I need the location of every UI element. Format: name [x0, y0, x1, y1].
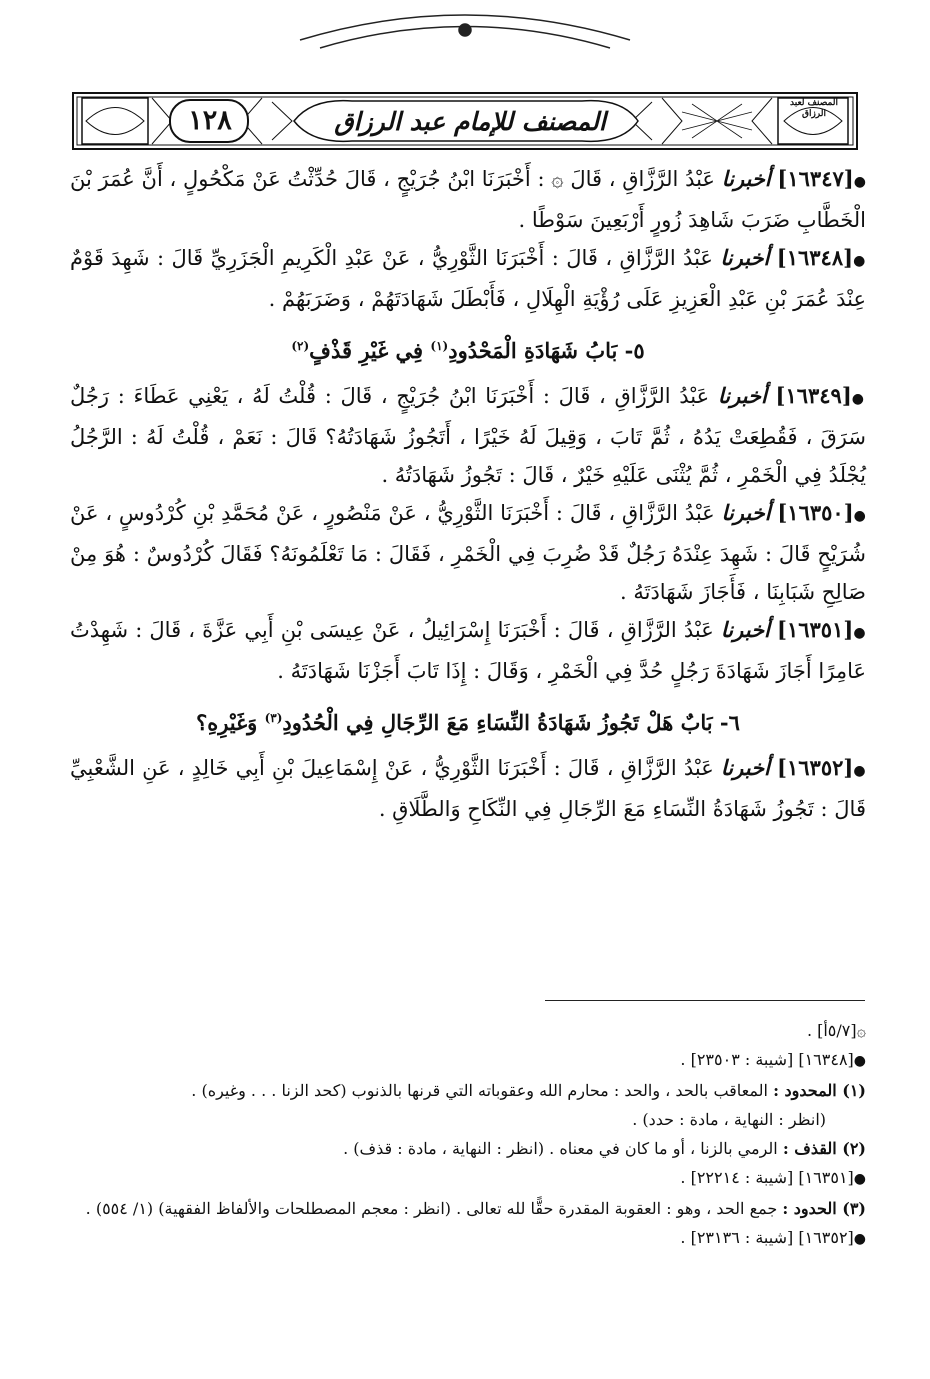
footnote-text: المعاقب بالحد ، والحد : محارم الله وعقوباته التي قرنها بالذنوب (كحد الزنا . . . وغيره) .: [191, 1081, 768, 1100]
source-ref: [70, 1163, 866, 1194]
footnote-mark: (١): [430, 339, 449, 353]
heading-text: ٥- بَابُ شَهَادَةِ الْمَحْدُودِ: [448, 338, 645, 363]
hadith-number: [١٦٣٥٢]: [777, 755, 854, 780]
bullet-icon: ●: [853, 508, 866, 524]
book-title: المصنف للإمام عبد الرزاق: [334, 106, 606, 136]
top-ornament-icon: [0, 0, 930, 90]
bullet-icon: ●: [853, 1171, 866, 1187]
hadith-number: [١٦٣٤٩]: [775, 383, 852, 408]
footnote-1-source: (انظر : النهاية ، مادة : حدد) .: [632, 1110, 826, 1129]
akhbarana: أخبرنا: [721, 500, 771, 525]
footnote-2: [70, 1134, 866, 1163]
source-ref-text: [١٦٣٥١] [شيبة : ٢٢٢١٤] .: [680, 1168, 854, 1187]
footnote-label: (١) المحدود :: [773, 1081, 866, 1100]
heading-text-continued: فِي غَيْرِ قَذْفٍ: [309, 338, 424, 363]
footnote-text: الرمي بالزنا ، أو ما كان في معناه . (انظر : النهاية ، مادة : قذف) .: [343, 1139, 778, 1158]
seal-label: المصنف لعبد الرزاق: [790, 98, 838, 119]
bullet-icon: ●: [851, 391, 866, 407]
footnote-divider: [545, 1000, 865, 1001]
footnote-mark: (٣): [264, 711, 283, 725]
hadith-text: عَبْدُ الرَّزَّاقِ ، قَالَ : أَخْبَرَنَا إِسْرَائِيلُ ، عَنْ عِيسَى بْنِ أَبِي عَزَّةَ ، قَالَ : شَهِدْتُ عَامِرًا أَجَازَ شَهَادَةَ رَجُلٍ حُدَّ فِي الْخَمْرِ ، وَقَالَ : إِذَا تَابَ أَجَزْنَا شَهَادَتَهُ .: [70, 618, 866, 683]
footnote-label: (٣) الحدود :: [782, 1199, 866, 1218]
footnote-mark: (٢): [291, 339, 310, 353]
chapter-heading-5: [70, 324, 866, 373]
bullet-icon: ●: [853, 625, 866, 641]
akhbarana: أخبرنا: [720, 617, 770, 642]
footnote-1: [70, 1076, 866, 1105]
hadith-text: عَبْدُ الرَّزَّاقِ ، قَالَ : أَخْبَرَنَا ابْنُ جُرَيْجٍ ، قَالَ : قُلْتُ لَهُ ، يَعْنِي عَطَاءَ : رَجُلٌ سَرَقَ ، فَقُطِعَتْ يَدُهُ ، ثُمَّ تَابَ ، وَقِيلَ لَهُ خَيْرًا ، أَتَجُوزُ شَهَادَتُهُ؟ قَالَ : نَعَمْ ، قُلْتُ لَهُ : الرَّجُلُ يُجْلَدُ فِي الْخَمْرِ ، ثُمَّ يُثْنَى عَلَيْهِ خَيْرٌ ، قَالَ : تَجُوزُ شَهَادَتُهُ .: [70, 384, 866, 487]
chapter-heading-6: [70, 696, 866, 745]
heading-text: ٦- بَابٌ هَلْ تَجُوزُ شَهَادَةُ النِّسَاءِ مَعَ الرِّجَالِ فِي الْحُدُودِ: [282, 710, 740, 735]
hadith-text: عَبْدُ الرَّزَّاقِ ، قَالَ : أَخْبَرَنَا الثَّوْرِيُّ ، عَنْ إِسْمَاعِيلَ بْنِ أَبِي خَالِدٍ ، عَنِ الشَّعْبِيِّ قَالَ : تَجُوزُ شَهَادَةُ النِّسَاءِ مَعَ الرِّجَالِ فِي النِّكَاحِ وَالطَّلَاقِ .: [70, 756, 866, 821]
heading-text-continued: وَغَيْرِهِ؟: [196, 710, 258, 735]
akhbarana: أخبرنا: [721, 166, 771, 191]
hadith-number: [١٦٣٤٧]: [777, 166, 854, 191]
footnote-text: جمع الحد ، وهو : العقوبة المقدرة حقًّا لله تعالى . (انظر : معجم المصطلحات والألفاظ الفقهية) (١/ ٥٥٤) .: [85, 1199, 778, 1218]
akhbarana: أخبرنا: [720, 245, 770, 270]
page-header: [72, 92, 858, 150]
hadith-16352: [70, 749, 866, 828]
footnote-3: [70, 1194, 866, 1223]
akhbarana: أخبرنا: [717, 383, 767, 408]
hadith-number: [١٦٣٥١]: [777, 617, 854, 642]
source-ref: [70, 1045, 866, 1076]
akhbarana: أخبرنا: [720, 755, 770, 780]
source-ref-text: [١٦٣٤٨] [شيبة : ٢٣٥٠٣] .: [680, 1050, 854, 1069]
footnote-label: (٢) القذف :: [782, 1139, 866, 1158]
hadith-number: [١٦٣٥٠]: [777, 500, 854, 525]
source-ref: [70, 1223, 866, 1254]
hadith-text: عَبْدُ الرَّزَّاقِ ، قَالَ : أَخْبَرَنَا الثَّوْرِيُّ ، عَنْ مَنْصُورٍ ، عَنْ مُحَمَّدِ بْنِ كُرْدُوسٍ ، عَنْ شُرَيْحٍ قَالَ : شَهِدَ عِنْدَهُ رَجُلٌ قَدْ ضُرِبَ فِي الْخَمْرِ ، فَقَالَ : مَا تَعْلَمُونَهُ؟ فَقَالَ كُرْدُوسٌ : هُوَ مِنْ صَالِحِ شَبَابِنَا ، فَأَجَازَ شَهَادَتَهُ .: [70, 501, 866, 604]
bullet-icon: ●: [853, 763, 867, 779]
hadith-16350: [70, 494, 866, 611]
footnotes: [70, 1016, 866, 1254]
hadith-16349: [70, 377, 866, 494]
main-text: [70, 160, 866, 828]
hadith-16348: [70, 239, 866, 318]
bullet-icon: ●: [853, 1053, 866, 1069]
hadith-text: عَبْدُ الرَّزَّاقِ ، قَالَ ۞ : أَخْبَرَنَا ابْنُ جُرَيْجٍ ، قَالَ حُدِّثْتُ عَنْ مَكْحُولٍ ، أَنَّ عُمَرَ بْنَ الْخَطَّابِ ضَرَبَ شَاهِدَ زُورٍ أَرْبَعِينَ سَوْطًا .: [70, 167, 866, 232]
hadith-16347: [70, 160, 866, 239]
source-ref-text: [١٦٣٥٢] [شيبة : ٢٣١٣٦] .: [680, 1228, 854, 1247]
bullet-icon: ●: [853, 253, 867, 269]
hadith-number: [١٦٣٤٨]: [776, 245, 854, 270]
hadith-text: عَبْدُ الرَّزَّاقِ ، قَالَ : أَخْبَرَنَا الثَّوْرِيُّ ، عَنْ عَبْدِ الْكَرِيمِ الْجَزَرِيِّ قَالَ : شَهِدَ قَوْمٌ عِنْدَ عُمَرَ بْنِ عَبْدِ الْعَزِيزِ عَلَى رُؤْيَةِ الْهِلَالِ ، فَأَبْطَلَ شَهَادَتَهُمْ ، وَضَرَبَهُمْ .: [70, 246, 866, 311]
bullet-icon: ●: [853, 174, 866, 190]
bullet-icon: ●: [853, 1231, 866, 1247]
page-number: ١٢٨: [188, 104, 232, 136]
hadith-16351: [70, 611, 866, 690]
folio-note: ۞[٥/٧أ] .: [806, 1021, 866, 1040]
